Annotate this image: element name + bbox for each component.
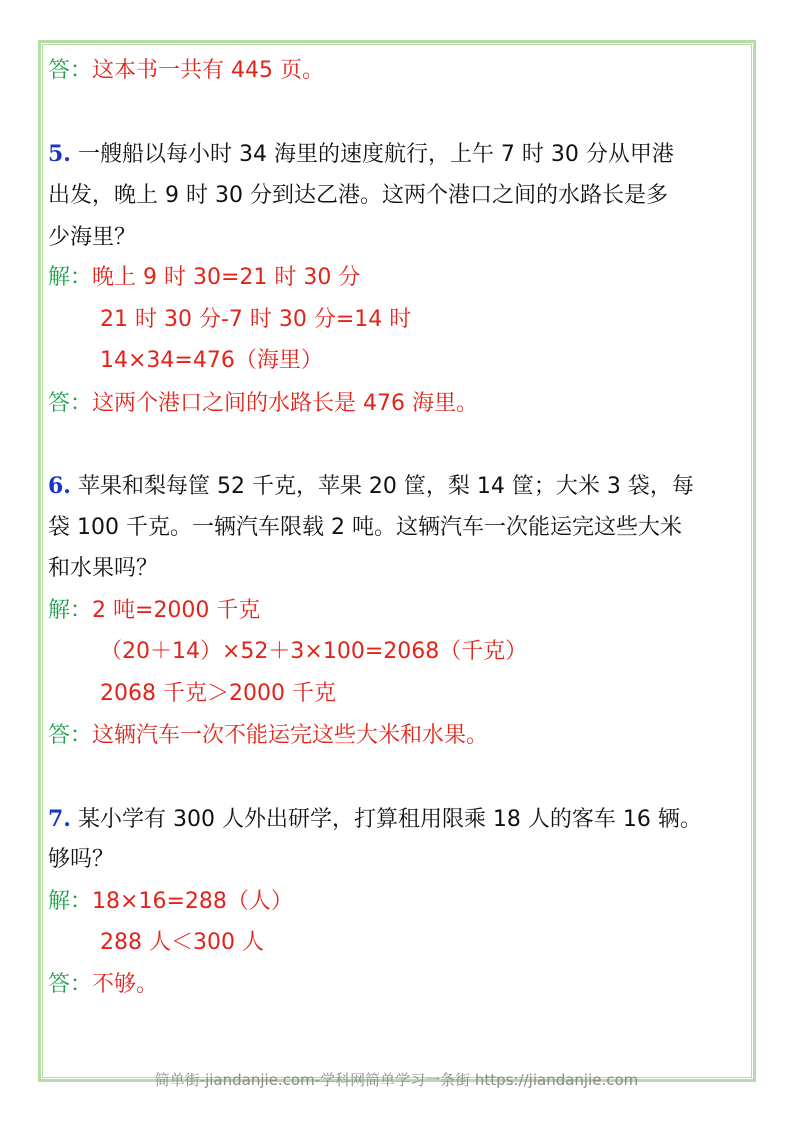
problem-6-question-line-1 [48, 472, 694, 501]
problem-6-answer [48, 722, 488, 750]
problem-5-solution-line-1 [48, 264, 360, 292]
solution-label: 解： [48, 598, 93, 623]
problem-7-solution-line-2: 288 人＜300 人 [100, 930, 264, 955]
answer-text: 这本书一共有 445 页。 [92, 58, 324, 83]
problem-6-question-line-3: 和水果吗？ [48, 556, 159, 581]
answer-label: 答： [48, 391, 93, 416]
problem-5-question-line-2: 出发，晚上 9 时 30 分到达乙港。这两个港口之间的水路长是多 [48, 183, 668, 208]
answer-text: 这辆汽车一次不能运完这些大米和水果。 [92, 723, 489, 748]
solution-step: 2 吨=2000 千克 [92, 598, 261, 623]
problem-5-question-line-3: 少海里？ [48, 225, 137, 250]
answer-label: 答： [48, 723, 93, 748]
question-text: 苹果和梨每筐 52 千克，苹果 20 筐，梨 14 筐；大米 3 袋，每 [70, 474, 694, 499]
problem-number: 6. [48, 473, 71, 499]
footer-watermark: 简单街-jiandanjie.com-学科网简单学习一条街 https://jiandanjie.com [154, 1071, 639, 1089]
problem-number: 5. [48, 141, 71, 167]
problem-number: 7. [48, 806, 71, 832]
answer-text: 这两个港口之间的水路长是 476 海里。 [92, 391, 478, 416]
problem-5-question-line-1 [48, 140, 674, 169]
problem-7-solution-line-1 [48, 888, 293, 916]
answer-label: 答： [48, 58, 93, 83]
problem-6-solution-line-3: 2068 千克＞2000 千克 [100, 681, 336, 706]
problem-7-answer [48, 971, 158, 999]
problem-7-question-line-1 [48, 805, 702, 834]
question-text: 一艘船以每小时 34 海里的速度航行，上午 7 时 30 分从甲港 [70, 142, 674, 167]
answer-text: 不够。 [92, 972, 159, 997]
top-answer [48, 57, 324, 85]
problem-5-solution-line-3: 14×34=476（海里） [100, 348, 323, 373]
solution-label: 解： [48, 265, 93, 290]
problem-5-solution-line-2: 21 时 30 分-7 时 30 分=14 时 [100, 307, 412, 332]
solution-label: 解： [48, 889, 93, 914]
problem-6-solution-line-1 [48, 597, 260, 625]
problem-6-question-line-2: 袋 100 千克。一辆汽车限载 2 吨。这辆汽车一次能运完这些大米 [48, 515, 682, 540]
problem-6-solution-line-2: （20＋14）×52＋3×100=2068（千克） [100, 639, 528, 664]
solution-step: 18×16=288（人） [92, 889, 293, 914]
solution-step: 晚上 9 时 30=21 时 30 分 [92, 265, 361, 290]
answer-label: 答： [48, 972, 93, 997]
problem-7-question-line-2: 够吗？ [48, 847, 115, 872]
problem-5-answer [48, 390, 478, 418]
question-text: 某小学有 300 人外出研学，打算租用限乘 18 人的客车 16 辆。 [70, 807, 702, 832]
